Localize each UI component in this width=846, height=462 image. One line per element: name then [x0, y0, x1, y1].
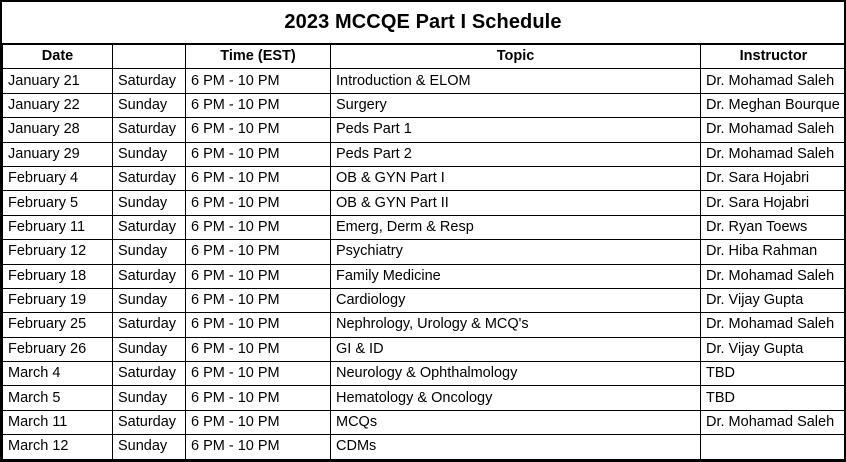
table-row	[3, 362, 846, 386]
cell-time: 6 PM - 10 PM	[186, 362, 331, 386]
cell-instructor: Dr. Hiba Rahman	[701, 240, 846, 264]
cell-time: 6 PM - 10 PM	[186, 288, 331, 312]
table-row	[3, 386, 846, 410]
cell-date: February 19	[3, 288, 113, 312]
cell-day: Saturday	[113, 264, 186, 288]
table-row	[3, 93, 846, 117]
cell-date: February 25	[3, 313, 113, 337]
cell-instructor: Dr. Mohamad Saleh	[701, 313, 846, 337]
cell-topic: GI & ID	[331, 337, 701, 361]
table-header-row	[3, 45, 846, 69]
cell-instructor: Dr. Vijay Gupta	[701, 337, 846, 361]
cell-instructor: Dr. Mohamad Saleh	[701, 264, 846, 288]
cell-date: February 11	[3, 215, 113, 239]
column-header-time: Time (EST)	[186, 45, 331, 69]
cell-day: Sunday	[113, 142, 186, 166]
cell-time: 6 PM - 10 PM	[186, 93, 331, 117]
cell-time: 6 PM - 10 PM	[186, 240, 331, 264]
table-row	[3, 142, 846, 166]
cell-day: Sunday	[113, 386, 186, 410]
cell-instructor: Dr. Vijay Gupta	[701, 288, 846, 312]
table-row	[3, 313, 846, 337]
column-header-topic: Topic	[331, 45, 701, 69]
column-header-date: Date	[3, 45, 113, 69]
cell-day: Sunday	[113, 288, 186, 312]
table-frame	[0, 44, 846, 462]
cell-instructor: Dr. Mohamad Saleh	[701, 118, 846, 142]
cell-topic: Introduction & ELOM	[331, 69, 701, 93]
cell-topic: Peds Part 2	[331, 142, 701, 166]
cell-instructor: Dr. Mohamad Saleh	[701, 410, 846, 434]
cell-topic: Psychiatry	[331, 240, 701, 264]
cell-topic: Neurology & Ophthalmology	[331, 362, 701, 386]
table-row	[3, 118, 846, 142]
page-title: 2023 MCCQE Part I Schedule	[284, 11, 561, 34]
cell-day: Saturday	[113, 362, 186, 386]
cell-day: Saturday	[113, 166, 186, 190]
cell-date: March 5	[3, 386, 113, 410]
table-header	[3, 45, 846, 69]
cell-time: 6 PM - 10 PM	[186, 264, 331, 288]
cell-topic: Nephrology, Urology & MCQ's	[331, 313, 701, 337]
table-row	[3, 166, 846, 190]
cell-day: Saturday	[113, 410, 186, 434]
column-header-instructor: Instructor	[701, 45, 846, 69]
cell-time: 6 PM - 10 PM	[186, 191, 331, 215]
cell-instructor: TBD	[701, 362, 846, 386]
table-row	[3, 264, 846, 288]
cell-time: 6 PM - 10 PM	[186, 69, 331, 93]
cell-time: 6 PM - 10 PM	[186, 142, 331, 166]
cell-topic: Surgery	[331, 93, 701, 117]
cell-topic: Emerg, Derm & Resp	[331, 215, 701, 239]
table-row	[3, 288, 846, 312]
cell-date: February 18	[3, 264, 113, 288]
cell-topic: Peds Part 1	[331, 118, 701, 142]
cell-day: Sunday	[113, 240, 186, 264]
cell-day: Saturday	[113, 215, 186, 239]
cell-instructor: Dr. Mohamad Saleh	[701, 142, 846, 166]
table-row	[3, 410, 846, 434]
cell-instructor	[701, 435, 846, 459]
cell-topic: Hematology & Oncology	[331, 386, 701, 410]
cell-day: Sunday	[113, 93, 186, 117]
cell-date: January 29	[3, 142, 113, 166]
cell-day: Saturday	[113, 313, 186, 337]
cell-day: Saturday	[113, 69, 186, 93]
cell-instructor: Dr. Ryan Toews	[701, 215, 846, 239]
table-body	[3, 69, 846, 459]
cell-topic: OB & GYN Part I	[331, 166, 701, 190]
cell-time: 6 PM - 10 PM	[186, 118, 331, 142]
table-row	[3, 337, 846, 361]
cell-instructor: Dr. Sara Hojabri	[701, 166, 846, 190]
cell-instructor: Dr. Sara Hojabri	[701, 191, 846, 215]
cell-instructor: Dr. Meghan Bourque	[701, 93, 846, 117]
cell-day: Sunday	[113, 191, 186, 215]
cell-date: February 26	[3, 337, 113, 361]
cell-date: March 12	[3, 435, 113, 459]
cell-topic: Cardiology	[331, 288, 701, 312]
table-row	[3, 435, 846, 459]
cell-day: Saturday	[113, 118, 186, 142]
cell-time: 6 PM - 10 PM	[186, 386, 331, 410]
cell-date: March 11	[3, 410, 113, 434]
cell-time: 6 PM - 10 PM	[186, 166, 331, 190]
cell-instructor: TBD	[701, 386, 846, 410]
document-title-bar	[0, 0, 846, 44]
table-row	[3, 215, 846, 239]
cell-instructor: Dr. Mohamad Saleh	[701, 69, 846, 93]
cell-day: Sunday	[113, 435, 186, 459]
cell-time: 6 PM - 10 PM	[186, 313, 331, 337]
table-row	[3, 191, 846, 215]
cell-topic: MCQs	[331, 410, 701, 434]
cell-date: February 12	[3, 240, 113, 264]
cell-date: January 28	[3, 118, 113, 142]
cell-date: January 22	[3, 93, 113, 117]
cell-time: 6 PM - 10 PM	[186, 215, 331, 239]
table-row	[3, 240, 846, 264]
schedule-table	[2, 44, 846, 460]
cell-day: Sunday	[113, 337, 186, 361]
cell-time: 6 PM - 10 PM	[186, 435, 331, 459]
table-row	[3, 69, 846, 93]
cell-date: January 21	[3, 69, 113, 93]
cell-time: 6 PM - 10 PM	[186, 410, 331, 434]
cell-topic: Family Medicine	[331, 264, 701, 288]
cell-topic: CDMs	[331, 435, 701, 459]
cell-date: February 4	[3, 166, 113, 190]
cell-topic: OB & GYN Part II	[331, 191, 701, 215]
cell-date: February 5	[3, 191, 113, 215]
column-header-day	[113, 45, 186, 69]
cell-date: March 4	[3, 362, 113, 386]
cell-time: 6 PM - 10 PM	[186, 337, 331, 361]
